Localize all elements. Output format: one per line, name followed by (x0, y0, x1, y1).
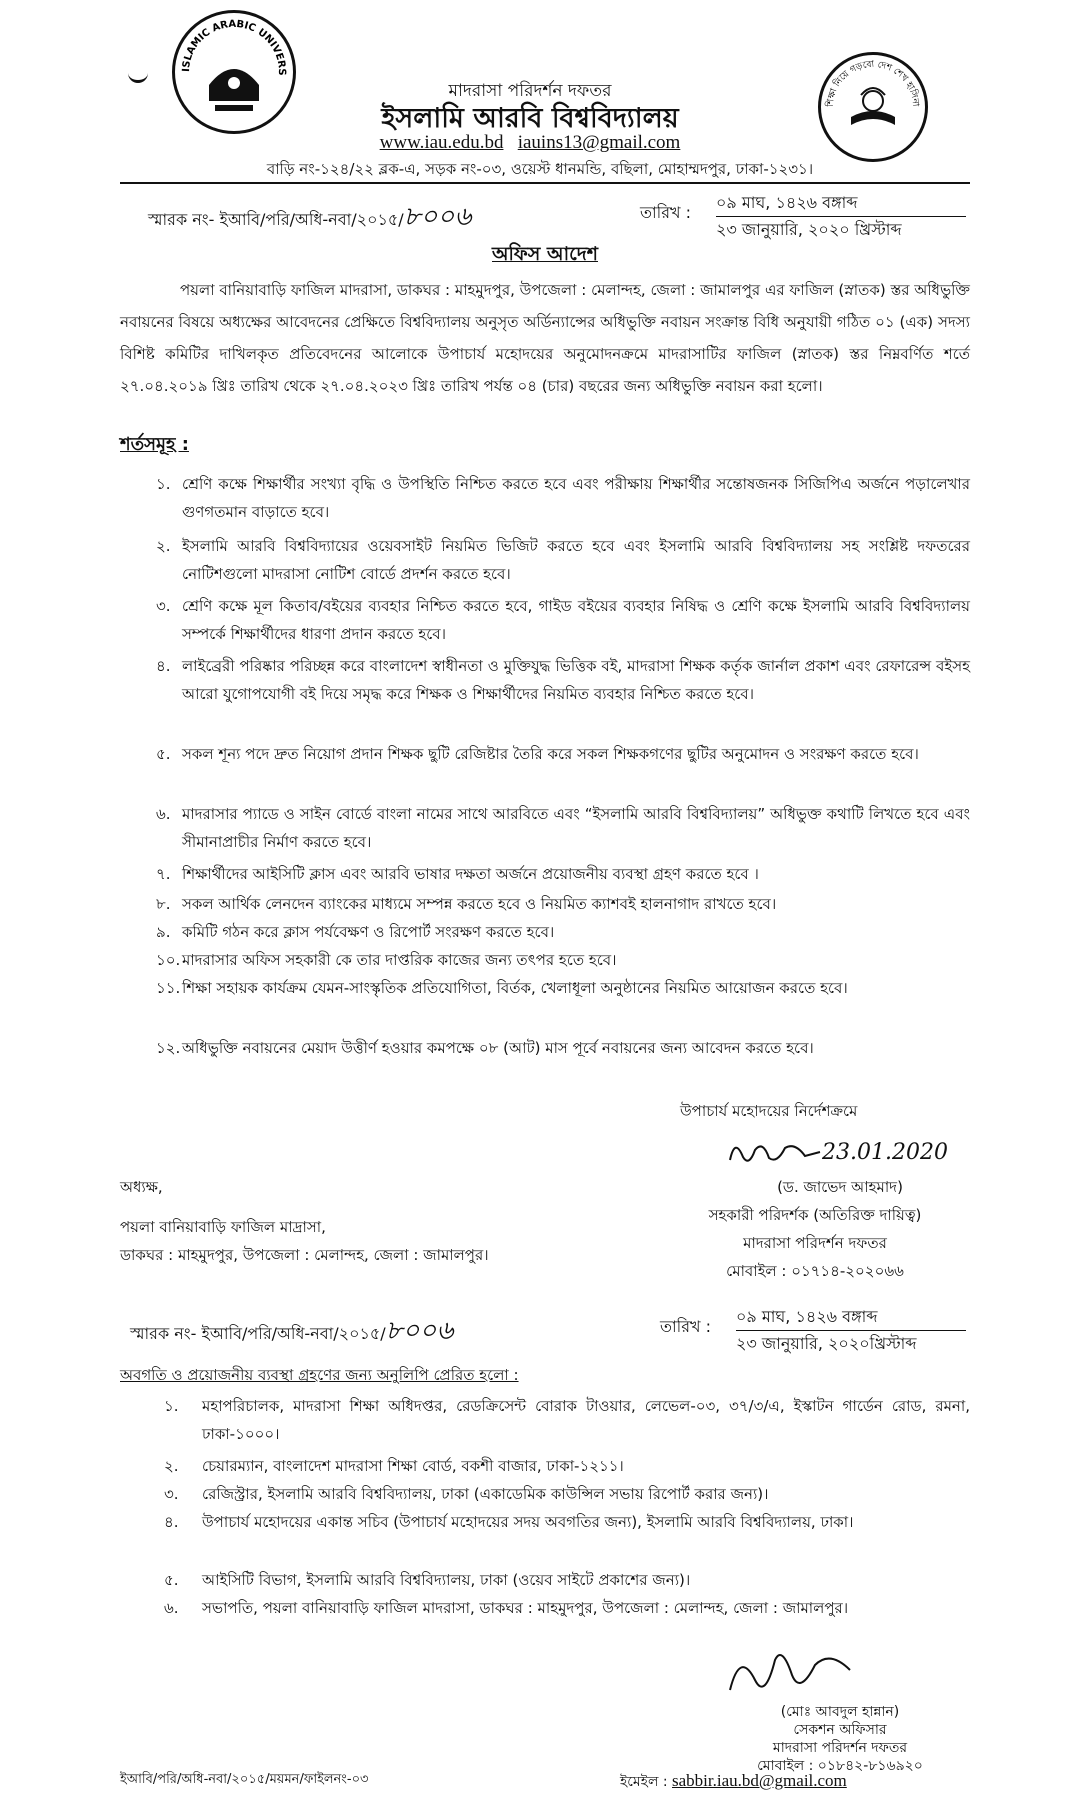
recipient-address: ডাকঘর : মাহমুদপুর, উপজেলা : মেলান্দহ, জেলা : জামালপুর। (120, 1246, 489, 1264)
memo2-ref-number: ৮০০৬ (385, 1316, 454, 1346)
memo2-date-english: ২৩ জানুয়ারি, ২০২০খ্রিস্টাব্দ (736, 1330, 966, 1358)
memo-date-english: ২৩ জানুয়ারি, ২০২০ খ্রিস্টাব্দ (716, 216, 966, 244)
email-link[interactable]: sabbir.iau.bd@gmail.com (672, 1771, 847, 1790)
address-line: বাড়ি নং-১২৪/২২ ব্লক-এ, সড়ক নং-০৩, ওয়েস্ট ধানমন্ডি, বছিলা, মোহাম্মদপুর, ঢাকা-১২৩১। (266, 160, 814, 178)
signer2-designation: সেকশন অফিসার (793, 1722, 887, 1738)
logo-text: শিক্ষা নিয়ে গড়বো দেশ শেখ হাসিনা (825, 59, 921, 108)
signature-1 (725, 1132, 825, 1172)
memo-date-bangla: ০৯ মাঘ, ১৪২৬ বঙ্গাব্দ (716, 193, 858, 212)
signer-office: মাদরাসা পরিদর্শন দফতর (743, 1234, 887, 1252)
header-email-link[interactable]: iauins13@gmail.com (517, 132, 681, 153)
signer2-office: মাদরাসা পরিদর্শন দফতর (772, 1740, 908, 1756)
memo-date-label: তারিখ : (640, 203, 692, 222)
svg-text:ISLAMIC ARABIC UNIVERSITY (175, 13, 287, 76)
memo-ref (148, 196, 471, 240)
memo2-date-label: তারিখ : (660, 1317, 712, 1336)
memo2-ref-prefix: স্মারক নং- ইআবি/পরি/অধি-নবা/২০১৫/ (130, 1324, 386, 1343)
signer-designation: সহকারী পরিদর্শক (অতিরিক্ত দায়িত্ব) (708, 1206, 922, 1224)
memo-ref-number: ৮০০৬ (403, 202, 472, 232)
university-name: ইসলামি আরবি বিশ্ববিদ্যালয় (381, 103, 679, 134)
signer-mobile: মোবাইল : ০১৭১৪-২০২০৬৬ (726, 1262, 904, 1280)
mujib-logo (818, 52, 928, 162)
recipient-line: পয়লা বানিয়াবাড়ি ফাজিল মাদ্রাসা, (120, 1218, 326, 1236)
memo2-ref (130, 1310, 453, 1354)
svg-text:শিক্ষা নিয়ে গড়বো দেশ শেখ হাস (821, 55, 920, 108)
page-title: অফিস আদেশ (492, 243, 598, 265)
website-link[interactable]: www.iau.edu.bd (379, 132, 504, 153)
email-label: ইমেইল : (620, 1774, 668, 1790)
instruction-line: উপাচার্য মহোদয়ের নির্দেশক্রমে (680, 1102, 858, 1120)
memo-ref-prefix: স্মারক নং- ইআবি/পরি/অধি-নবা/২০১৫/ (148, 210, 404, 229)
body-paragraph: পয়লা বানিয়াবাড়ি ফাজিল মাদরাসা, ডাকঘর : মাহমুদপুর, উপজেলা : মেলান্দহ, জেলা : জামালপুর এর ফাজিল (স্নাতক) স্তর অধিভুক্তি নবায়নের বিষয়ে অধ্যক্ষের আবেদনের প্রেক্ষিতে বিশ্ববিদ্যালয় অনুসৃত অর্ডিন্যান্সের অধিভুক্তি নবায়ন সংক্রান্ত বিধি অনুযায়ী গঠিত ০১ (এক) সদস্য বিশিষ্ট কমিটির দাখিলকৃত প্রতিবেদনের আলোকে উপাচার্য মহোদয়ের অনুমোদনক্রমে মাদরাসাটির ফাজিল (স্নাতক) স্তর নিম্নবর্ণিত শর্তে ২৭.০৪.২০১৯ খ্রিঃ তারিখ থেকে ২৭.০৪.২০২৩ খ্রিঃ তারিখ পর্যন্ত ০৪ (চার) বছরের জন্য অধিভুক্তি নবায়ন করা হলো। (120, 281, 970, 395)
conditions-heading: শর্তসমূহ : (120, 434, 189, 455)
memo2-date-bangla: ০৯ মাঘ, ১৪২৬ বঙ্গাব্দ (736, 1307, 878, 1326)
signer2-name: (মোঃ আবদুল হান্নান) (780, 1704, 900, 1720)
cc-heading: অবগতি ও প্রয়োজনীয় ব্যবস্থা গ্রহণের জন্য অনুলিপি প্রেরিত হলো : (120, 1366, 519, 1384)
logo-text: ISLAMIC ARABIC UNIVERS (180, 18, 288, 76)
contact-line (250, 132, 810, 154)
footer-ref: ইআবি/পরি/অধি-নবা/২০১৫/ময়মন/ফাইলনং-০৩ (120, 1772, 369, 1787)
office-name: মাদরাসা পরিদর্শন দফতর (448, 81, 612, 101)
signer2-mobile: মোবাইল : ০১৮৪২-৮১৬৯২০ (757, 1758, 923, 1774)
signer2-email (620, 1770, 847, 1794)
recipient-title: অধ্যক্ষ, (120, 1178, 163, 1196)
signature-date: 23.01.2020 (822, 1140, 948, 1165)
decorative-mark (128, 72, 148, 83)
header-divider (120, 182, 970, 184)
signer-name: (ড. জাভেদ আহমাদ) (777, 1178, 903, 1196)
